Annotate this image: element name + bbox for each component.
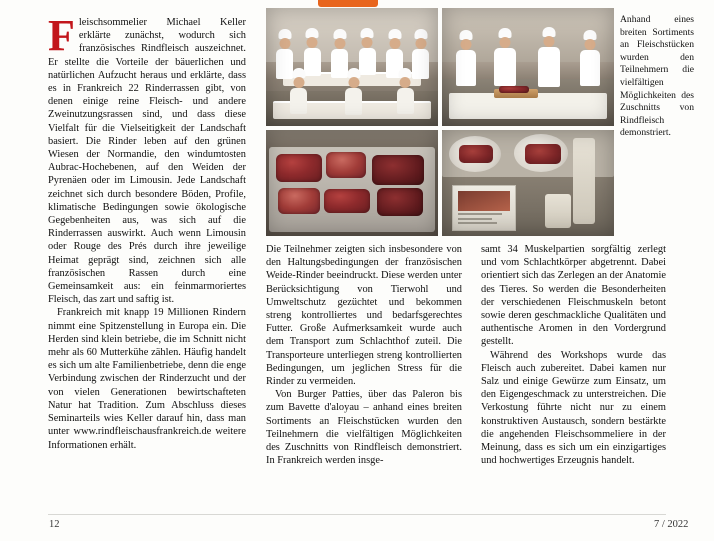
paragraph-text: Frankreich mit knapp 19 Millionen Rindern nimmt eine Spitzenstellung in Europa ein. Die Herden sind klein betriebe, die im Schnitt nicht mehr als 60 Mutterkühe zählen. Häufig handelt es sich um alte Familienbetriebe, denn die enge Verbindung zwischen der Rinderzucht und der von vielen Generationen bewirtschafteten Natur hat Tradition. Zum Abschluss dieses Seminarteils wies Keller darauf hin, dass man unter www.rindfleischausfrankreich.de weitere Informationen erhält. [48, 307, 246, 451]
paragraph [48, 11, 246, 306]
paragraph-text: Während des Workshops wurde das Fleisch auch zubereitet. Dabei kamen nur Salz und einige Gewürze zum Einsatz, um den Eigengeschmack zu unterstreichen. Die Verkostung führte nicht nur zu einem konstruktiven Austausch, sondern bestärkte die angehenden Fleischsommeliere in der Meinung, dass es sich um ein einzigartiges und hochwertiges Erzeugnis handelt. [481, 349, 666, 467]
drop-cap: F [48, 11, 75, 60]
body-column-right [481, 243, 666, 467]
paragraph-text: leischsommelier Michael Keller erklärte zunächst, wodurch sich französisches Rindfleisch auszeichnet. Er stellte die Vorteile der bäuerlichen und natürlichen Aufzucht heraus und erklärte, dass es in Frankreich 22 Rinderrassen gibt, von denen einige reine Fleisch- und andere Zweinutzungsrassen sind, und dass diese Vielfalt für die Vielseitigkeit der Landschaft basiert. Die Rinder leben auf den grünen Wiesen der Normandie, den windumtosten Aubrac-Hochebenen, auf den Weiden der Pyrenäen oder im Limousin. Jede Landschaft zeichnet sich durch besondere Böden, Profile, klimatische Bedingungen sowie ökologische Gegebenheiten aus, was sich auf die Rinderrassen auswirkt. Auch wenn Limousin oder Rouge des Prés durch ihre jeweilige Heimat geprägt sind, zeichnen sich alle französischen Rassen durch eine Gemeinsamkeit aus: ein feinmarmoriertes Fleisch, das zart und saftig ist. [48, 17, 246, 306]
prepared-plates-photo [442, 130, 614, 236]
paragraph [481, 243, 666, 349]
meat-cuts-tray-photo [266, 130, 438, 236]
paragraph-text: samt 34 Muskelpartien sorgfältig zerlegt und vom Schlachtkörper abgetrennt. Dabei orientiert sich das Zerlegen an der Anatomie des Tieres. So werden die Besonderheiten der verschiedenen Fleischmuskeln betont sowie deren geschmackliche Qualitäten und authentische Aromen in den Vordergrund gestellt. [481, 244, 666, 348]
paragraph-text: Die Teilnehmer zeigten sich insbesondere von den Haltungsbedingungen der französischen Weide-Rinder beeindruckt. Diese werden unter Berücksichtigung von Tierwohl und Umweltschutz gezüchtet und bekommen streng kontrolliertes und bedarfsgerechtes Futter. Große Aufmerksamkeit wurde auch dem Transport zum Schlachthof zuteil. Die Transporteure unterliegen streng kontrollierten Bedingungen, um jeglichen Stress für die Rinder zu vermeiden. [266, 244, 462, 388]
body-column-left [48, 11, 246, 452]
seminar-group-photo [266, 8, 438, 126]
paragraph [481, 349, 666, 468]
body-column-middle [266, 243, 462, 467]
photo-grid [266, 8, 614, 236]
orange-accent-bar [318, 0, 378, 7]
paragraph-text: Von Burger Patties, über das Paleron bis zum Bavette d'aloyau – anhand eines breiten Sortiments an Fleischstücken wurden den Teilnehmern die vielfältigen Möglichkeiten des Zuschnitts von Rindfleisch demonstriert. In Frankreich werden insge- [266, 389, 462, 467]
paragraph [48, 306, 246, 451]
paragraph [266, 388, 462, 467]
footer-divider [48, 514, 666, 515]
photo-caption: Anhand eines breiten Sortiments an Fleischstücken wurden den Teilnehmern die vielfältigen Möglichkeiten des Zuschnitts von Rindfleisch demonstriert. [620, 14, 694, 139]
paragraph [266, 243, 462, 388]
issue-label: 7 / 2022 [654, 519, 689, 530]
page-number: 12 [49, 519, 60, 530]
butcher-demo-photo [442, 8, 614, 126]
